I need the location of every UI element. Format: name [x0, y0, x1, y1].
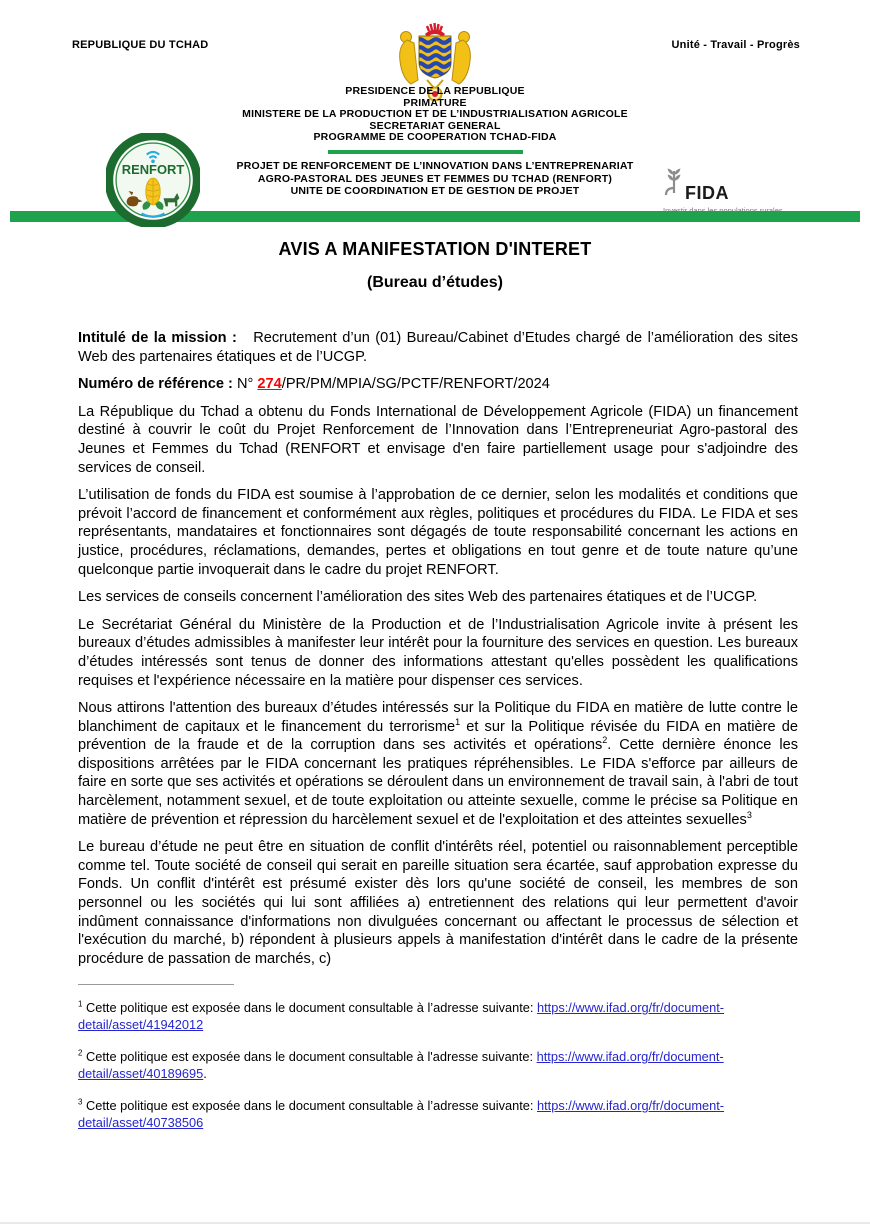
footnote-link-tail: document-detail/asset/40738506: [78, 1098, 725, 1131]
org-line-secretariat: SECRETARIAT GENERAL: [369, 119, 501, 132]
footnote-ref-3: 3: [746, 809, 752, 820]
policies-text-3: . Cette dernière énonce les dispositions arrêtées par le FIDA concernant les pratiques répréhensibles. Le FIDA s'efforce par ailleurs de faire en sorte que ses activités et opérations se déroulent dans un environnement de travail sain, à l'abri de tout harcèlement, notamment sexuel, et de toute exploitation ou atteinte sexuelle, comme le précise sa Politique en matière de prévention et répression du harcèlement sexuel et de l'exploitation et des atteintes sexuelles: [78, 737, 798, 828]
footnote-ref-2: 2: [602, 735, 608, 746]
reference-paragraph: [78, 375, 798, 394]
footnote-separator: [78, 984, 234, 985]
project-header-block: [190, 160, 680, 198]
footnote-1: [78, 999, 798, 1033]
footnote-text: Cette politique est exposée dans le document consultable à l’adresse suivante:: [85, 1000, 537, 1016]
reference-suffix: /PR/PM/MPIA/SG/PCTF/RENFORT/2024: [281, 376, 550, 393]
header-republic-title: REPUBLIQUE DU TCHAD: [72, 39, 209, 51]
footnote-text: Cette politique est exposée dans le document consultable à l’adresse suivante:: [85, 1098, 537, 1114]
footnote-link-tail: document-detail/asset/40189695: [78, 1049, 724, 1082]
org-line-primature: PRIMATURE: [403, 96, 467, 109]
mission-text: Recrutement d’un (01) Bureau/Cabinet d’Etudes chargé de l’amélioration des sites Web des partenaires étatiques et de l’UCGP.: [78, 330, 798, 365]
footnote-link-head: https://www.ifad.org/fr/: [536, 1098, 664, 1114]
footnotes-section: [78, 999, 798, 1131]
body-paragraph-invitation: Le Secrétariat Général du Ministère de la Production et de l’Industrialisation Agricole invite à présent les bureaux d’études admissibles à manifester leur intérêt pour la fourniture des services en question. Les bureaux d’études intéressés sont tenus de donner des informations attestant qu'elles possèdent les qualifications requises et l'expérience nécessaire en la matière pour dispenser ces services.: [78, 616, 798, 689]
body-paragraph-policies: [78, 699, 798, 829]
footnote-marker: 1: [78, 1000, 83, 1010]
footnote-marker: 3: [78, 1098, 83, 1108]
page-bottom-edge: [0, 1222, 870, 1224]
project-line-1: PROJET DE RENFORCEMENT DE L’INNOVATION DANS L’ENTREPRENARIAT: [236, 160, 634, 172]
footnote-link-head: https://www.ifad.org/fr/: [536, 1049, 664, 1065]
body-paragraph-conflict: Le bureau d’étude ne peut être en situation de conflit d'intérêts réel, potentiel ou raisonnablement perceptible comme tel. Toute société de conseil qui serait en pareille situation sera écartée, sauf approbation expresse du Fonds. Un conflit d'intérêt est présumé exister dès lors qu'une société de conseil, les membres de son personnel ou les sociétés qui lui sont affiliées a) entretiennent des relations qui leur permettent d'avoir indûment connaissance d'informations non divulguées concernant ou affectant le processus de sélection et l'exécution du marché, b) répondent à plusieurs appels à manifestation d'intérêt dans le cadre de la présente procédure de passation de marchés, c): [78, 839, 798, 967]
fida-logo: [663, 166, 823, 215]
header-motto: Unité - Travail - Progrès: [671, 39, 800, 51]
org-line-presidence: PRESIDENCE DE LA REPUBLIQUE: [345, 85, 525, 97]
org-line-ministere: MINISTERE DE LA PRODUCTION ET DE L’INDUSTRIALISATION AGRICOLE: [242, 108, 628, 121]
renfort-logo-icon: [106, 133, 200, 232]
mission-paragraph: [78, 329, 798, 366]
mission-separator: :: [226, 330, 254, 346]
footnote-link-head: https://www.ifad.org/fr/: [536, 1000, 664, 1016]
svg-text:RENFORT: RENFORT: [121, 162, 185, 178]
project-line-2: AGRO-PASTORAL DES JEUNES ET FEMMES DU TCHAD (RENFORT): [257, 172, 613, 185]
mission-label: Intitulé de la mission: [78, 330, 227, 346]
body-paragraph-services: Les services de conseils concernent l’amélioration des sites Web des partenaires étatiques et de l’UCGP.: [78, 589, 758, 606]
fida-wordmark: FIDA: [685, 183, 729, 203]
green-divider: [328, 150, 523, 154]
body-paragraph-financing: La République du Tchad a obtenu du Fonds International de Développement Agricole (FIDA) un financement destiné à couvrir le coût du Projet Renforcement de l’Innovation dans l’Entrepreneuriat Agro-pastoral des Jeunes et Femmes du Tchad (RENFORT et envisage d'en faire partiellement usage pour s'adjoindre des services de conseil.: [78, 403, 798, 476]
footnote-2: [78, 1048, 798, 1082]
footnote-ref-1: 1: [455, 716, 461, 727]
footnote-link-tail: document-detail/asset/41942012: [78, 1000, 725, 1033]
org-line-programme: PROGRAMME DE COOPERATION TCHAD-FIDA: [313, 131, 557, 144]
footnote-3: [78, 1097, 798, 1131]
policies-text-1: Nous attirons l'attention des bureaux d’études intéressés sur la Politique du FIDA en matière de lutte contre le blanchiment de capitaux et le financement du terrorisme: [78, 700, 798, 735]
body-paragraph-fida-approval: L’utilisation de fonds du FIDA est soumise à l’approbation de ce dernier, selon les modalités et conditions que prévoit l’accord de financement et conformément aux règles, politiques et procédures du FIDA. Le FIDA et ses représentants, mandataires et fonctionnaires sont dégagés de toute responsabilité concernant les actions en justice, procédures, réclamations, demandes, pertes et obligations en tout genre et de toute nature qu’une quelconque partie invoquerait dans le cadre du projet RENFORT.: [78, 487, 798, 578]
page-title: AVIS A MANIFESTATION D'INTERET: [278, 239, 592, 259]
reference-label: Numéro de référence :: [78, 376, 237, 393]
footnote-text: Cette politique est exposée dans le document consultable à l'adresse suivante:: [85, 1049, 537, 1065]
reference-prefix: N°: [236, 376, 258, 393]
reference-number: 274: [257, 376, 282, 393]
fida-wheat-icon: [663, 166, 683, 203]
document-body: [78, 329, 798, 1146]
page-subtitle: (Bureau d’études): [366, 274, 503, 291]
policies-text-2: et sur la Politique révisée du FIDA en matière de prévention de la fraude et de la corruption dans ses activités et opérations: [78, 718, 799, 754]
footnote-suffix: .: [203, 1066, 207, 1082]
footnote-marker: 2: [78, 1049, 83, 1059]
project-line-3: UNITE DE COORDINATION ET DE GESTION DE PROJET: [290, 185, 580, 198]
